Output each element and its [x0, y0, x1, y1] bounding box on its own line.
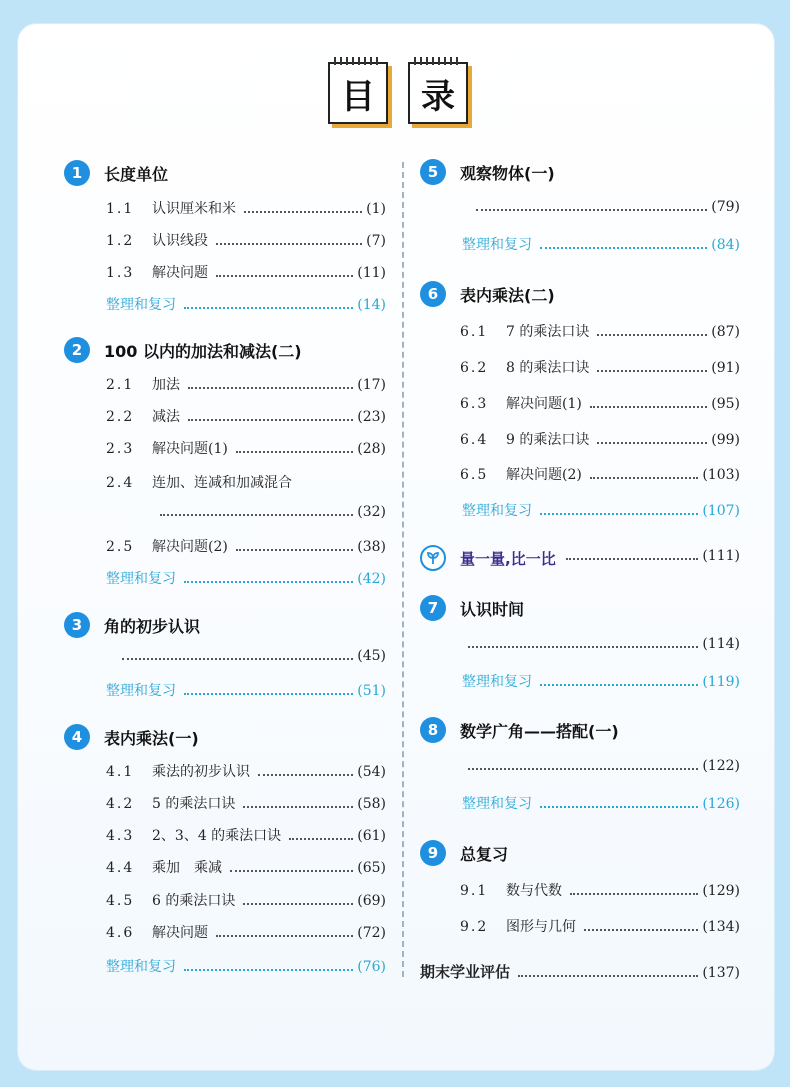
- entry-page: (61): [357, 828, 386, 844]
- entry-page: (11): [357, 265, 386, 281]
- entry-page: (72): [357, 925, 386, 941]
- leader-dots: [597, 370, 707, 372]
- entry-label: 解决问题(1): [506, 396, 582, 412]
- entry-label: 解决问题: [152, 265, 208, 281]
- section-number-badge: 5: [420, 159, 446, 185]
- entry-index: 6.1: [460, 324, 489, 340]
- toc-entry[interactable]: [460, 429, 740, 449]
- leader-dots: [160, 514, 353, 516]
- leader-dots: [184, 693, 353, 695]
- section-title: 表内乘法(一): [104, 728, 199, 748]
- toc-entry[interactable]: [460, 321, 740, 341]
- special-activity-heading[interactable]: [420, 544, 740, 572]
- section-number-badge: 2: [64, 337, 90, 363]
- entry-index: 9.1: [460, 883, 489, 899]
- entry-label: 连加、连减和加减混合: [152, 475, 292, 491]
- entry-label: 8 的乘法口诀: [506, 360, 590, 376]
- leader-dots: [597, 442, 707, 444]
- toc-entry[interactable]: [106, 761, 386, 781]
- leader-dots: [468, 646, 698, 648]
- toc-entry[interactable]: [106, 406, 386, 426]
- entry-page: (114): [702, 636, 740, 652]
- entry-label: 乘法的初步认识: [152, 764, 250, 780]
- toc-entry[interactable]: [106, 857, 386, 877]
- entry-page: (91): [711, 360, 740, 376]
- review-page: (51): [357, 683, 386, 699]
- title-char-2: 录: [421, 76, 455, 117]
- leaf-icon: [420, 545, 446, 571]
- section-1-heading[interactable]: [64, 159, 168, 187]
- entry-page: (28): [357, 441, 386, 457]
- entry-index: 4.4: [106, 860, 135, 876]
- title-char-1: 目: [341, 76, 375, 117]
- leader-dots: [289, 838, 353, 840]
- section-title: 数学广角——搭配(一): [460, 721, 619, 741]
- entry-page: (54): [357, 764, 386, 780]
- review-entry[interactable]: [462, 234, 740, 254]
- leader-dots: [184, 307, 353, 309]
- leader-dots: [566, 558, 699, 560]
- entry-label: 6 的乘法口诀: [152, 893, 236, 909]
- entry-label: 解决问题: [152, 925, 208, 941]
- entry-label: 解决问题(1): [152, 441, 228, 457]
- review-entry[interactable]: [462, 500, 740, 520]
- toc-entry[interactable]: [460, 916, 740, 936]
- section-number-badge: 9: [420, 840, 446, 866]
- leader-dots: [518, 975, 698, 977]
- entry-page: (134): [702, 919, 740, 935]
- toc-entry[interactable]: [106, 374, 386, 394]
- leader-dots: [570, 893, 698, 895]
- entry-label: 解决问题(2): [152, 539, 228, 555]
- section-number-badge: 6: [420, 281, 446, 307]
- entry-index: 4.3: [106, 828, 135, 844]
- entry-index: 2.2: [106, 409, 135, 425]
- entry-page: (17): [357, 377, 386, 393]
- section-title: 认识时间: [460, 599, 525, 619]
- section-number-badge: 3: [64, 612, 90, 638]
- leader-dots: [188, 419, 353, 421]
- toc-entry[interactable]: [106, 438, 386, 458]
- entry-index: 2.4: [106, 475, 135, 491]
- review-page: (107): [702, 503, 740, 519]
- entry-index: 1.2: [106, 233, 135, 249]
- entry-label: 减法: [152, 409, 180, 425]
- section-4-heading[interactable]: [64, 723, 199, 751]
- review-page: (126): [702, 796, 740, 812]
- toc-entry[interactable]: [106, 793, 386, 813]
- entry-page: (103): [702, 467, 740, 483]
- toc-page: [18, 24, 774, 1070]
- leader-dots: [236, 451, 353, 453]
- toc-entry[interactable]: [460, 357, 740, 377]
- leader-dots: [188, 387, 353, 389]
- entry-index: 4.2: [106, 796, 135, 812]
- section-number-badge: 8: [420, 717, 446, 743]
- review-page: (14): [357, 297, 386, 313]
- leader-dots: [590, 406, 707, 408]
- review-label: 整理和复习: [462, 796, 532, 812]
- entry-label: 加法: [152, 377, 180, 393]
- leader-dots: [184, 969, 353, 971]
- entry-page: (1): [366, 201, 386, 217]
- column-divider: [402, 162, 404, 977]
- toc-entry[interactable]: [460, 464, 740, 484]
- leader-dots: [184, 581, 353, 583]
- review-page: (119): [702, 674, 740, 690]
- leader-dots: [540, 513, 698, 515]
- title-card-2: [408, 62, 468, 124]
- spiral-rings-icon: [334, 57, 382, 65]
- entry-index: 4.5: [106, 893, 135, 909]
- entry-label: 2、3、4 的乘法口诀: [152, 828, 282, 844]
- leader-dots: [216, 935, 353, 937]
- section-title: 角的初步认识: [104, 616, 201, 636]
- section-8-heading[interactable]: [420, 716, 619, 744]
- review-label: 整理和复习: [462, 237, 532, 253]
- entry-page: (45): [357, 648, 386, 664]
- review-label: 整理和复习: [106, 571, 176, 587]
- entry-page: (99): [711, 432, 740, 448]
- entry-index: 2.5: [106, 539, 135, 555]
- leader-dots: [597, 334, 707, 336]
- review-label: 整理和复习: [106, 959, 176, 975]
- final-title: 期末学业评估: [420, 963, 511, 981]
- entry-index: 2.3: [106, 441, 135, 457]
- review-page: (84): [711, 237, 740, 253]
- entry-page: (87): [711, 324, 740, 340]
- entry-page: (122): [702, 758, 740, 774]
- entry-page: (95): [711, 396, 740, 412]
- entry-index: 1.1: [106, 201, 135, 217]
- leader-dots: [236, 549, 353, 551]
- review-label: 整理和复习: [462, 674, 532, 690]
- toc-entry[interactable]: [106, 922, 386, 942]
- review-entry[interactable]: [462, 671, 740, 691]
- toc-entry[interactable]: [460, 393, 740, 413]
- entry-index: 4.1: [106, 764, 135, 780]
- spiral-rings-icon: [414, 57, 462, 65]
- review-page: (42): [357, 571, 386, 587]
- review-entry[interactable]: [462, 793, 740, 813]
- section-6-heading[interactable]: [420, 280, 555, 308]
- section-title: 总复习: [460, 844, 509, 864]
- toc-entry[interactable]: [106, 262, 386, 282]
- special-title: 量一量,比一比: [460, 549, 556, 568]
- toc-entry[interactable]: [106, 230, 386, 250]
- final-page: (137): [702, 965, 740, 981]
- entry-label: 数与代数: [506, 883, 562, 899]
- special-page: (111): [702, 548, 740, 564]
- section-5-heading[interactable]: [420, 158, 555, 186]
- section-number-badge: 7: [420, 595, 446, 621]
- entry-label: 9 的乘法口诀: [506, 432, 590, 448]
- toc-entry-title-line[interactable]: [106, 472, 386, 492]
- review-entry[interactable]: [106, 568, 386, 588]
- leader-dots: [243, 903, 353, 905]
- special-leader: [562, 548, 740, 568]
- entry-label: 图形与几何: [506, 919, 576, 935]
- toc-entry[interactable]: [118, 648, 386, 668]
- entry-index: 2.1: [106, 377, 135, 393]
- leader-dots: [243, 806, 353, 808]
- entry-index: 6.5: [460, 467, 489, 483]
- entry-label: 认识线段: [152, 233, 208, 249]
- toc-entry[interactable]: [106, 198, 386, 218]
- section-title: 长度单位: [104, 164, 169, 184]
- leader-dots: [468, 768, 698, 770]
- toc-entry[interactable]: [106, 890, 386, 910]
- entry-page: (65): [357, 860, 386, 876]
- review-entry[interactable]: [106, 956, 386, 976]
- leader-dots: [584, 929, 698, 931]
- review-entry[interactable]: [106, 680, 386, 700]
- section-number-badge: 4: [64, 724, 90, 750]
- final-assessment-entry[interactable]: [420, 961, 740, 981]
- section-9-heading[interactable]: [420, 839, 508, 867]
- section-2-heading[interactable]: [64, 336, 302, 364]
- leader-dots: [244, 211, 362, 213]
- entry-page: (129): [702, 883, 740, 899]
- section-title: 100 以内的加法和减法(二): [104, 341, 302, 361]
- review-label: 整理和复习: [462, 503, 532, 519]
- leader-dots: [122, 658, 353, 660]
- leader-dots: [476, 209, 707, 211]
- section-number-badge: 1: [64, 160, 90, 186]
- entry-page: (7): [366, 233, 386, 249]
- entry-index: 6.4: [460, 432, 489, 448]
- entry-page: (79): [711, 199, 740, 215]
- entry-label: 解决问题(2): [506, 467, 582, 483]
- title-card-1: [328, 62, 388, 124]
- leader-dots: [216, 275, 353, 277]
- section-7-heading[interactable]: [420, 594, 524, 622]
- review-entry[interactable]: [106, 294, 386, 314]
- entry-page: (69): [357, 893, 386, 909]
- toc-entry[interactable]: [460, 880, 740, 900]
- entry-page: (23): [357, 409, 386, 425]
- leader-dots: [540, 684, 698, 686]
- entry-index: 6.2: [460, 360, 489, 376]
- section-3-heading[interactable]: [64, 611, 200, 639]
- entry-label: 7 的乘法口诀: [506, 324, 590, 340]
- entry-page: (58): [357, 796, 386, 812]
- entry-label: 乘加 乘减: [152, 860, 222, 876]
- toc-entry[interactable]: [464, 636, 740, 656]
- toc-entry[interactable]: [472, 199, 740, 219]
- entry-index: 6.3: [460, 396, 489, 412]
- leader-dots: [540, 806, 698, 808]
- leader-dots: [258, 774, 353, 776]
- toc-entry[interactable]: [106, 536, 386, 556]
- entry-page: (38): [357, 539, 386, 555]
- leader-dots: [230, 870, 353, 872]
- leader-dots: [590, 477, 699, 479]
- toc-entry[interactable]: [106, 825, 386, 845]
- entry-label: 5 的乘法口诀: [152, 796, 236, 812]
- section-title: 观察物体(一): [460, 163, 555, 183]
- leader-dots: [216, 243, 362, 245]
- toc-entry-page-line[interactable]: [156, 504, 386, 524]
- entry-label: 认识厘米和米: [152, 201, 236, 217]
- review-label: 整理和复习: [106, 297, 176, 313]
- entry-index: 9.2: [460, 919, 489, 935]
- leader-dots: [540, 247, 707, 249]
- section-title: 表内乘法(二): [460, 285, 555, 305]
- entry-index: 1.3: [106, 265, 135, 281]
- entry-page: (32): [357, 504, 386, 520]
- review-label: 整理和复习: [106, 683, 176, 699]
- toc-entry[interactable]: [464, 758, 740, 778]
- entry-index: 4.6: [106, 925, 135, 941]
- review-page: (76): [357, 959, 386, 975]
